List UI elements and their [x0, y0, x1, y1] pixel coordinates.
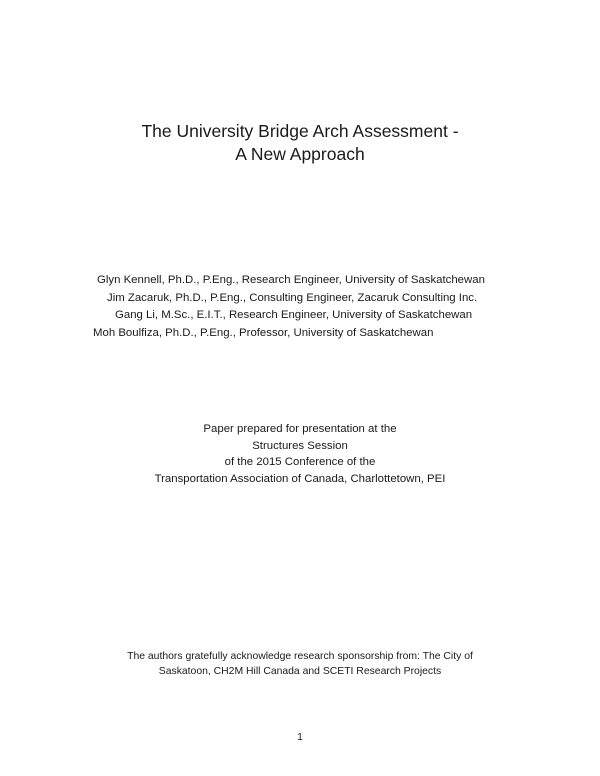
presentation-line-4: Transportation Association of Canada, Charlottetown, PEI [154, 472, 446, 485]
acknowledgement-line-2: Saskatoon, CH2M Hill Canada and SCETI Research Projects [158, 665, 442, 677]
presentation-line-1: Paper prepared for presentation at the [203, 423, 397, 435]
author-line: Jim Zacaruk, Ph.D., P.Eng., Consulting Engineer, Zacaruk Consulting Inc. [107, 291, 478, 304]
author-line: Glyn Kennell, Ph.D., P.Eng., Research Engineer, University of Saskatchewan [97, 274, 485, 286]
acknowledgement [0, 650, 600, 679]
author-line: Moh Boulfiza, Ph.D., P.Eng., Professor, University of Saskatchewan [93, 326, 434, 339]
acknowledgement-line-1: The authors gratefully acknowledge research sponsorship from: The City of [127, 651, 473, 662]
presentation-note [0, 421, 600, 487]
title-line-1: The University Bridge Arch Assessment - [141, 121, 459, 141]
page-number: 1 [297, 732, 303, 743]
title-line-2: A New Approach [235, 144, 365, 164]
presentation-line-3: of the 2015 Conference of the [224, 456, 376, 468]
presentation-line-2: Structures Session [252, 439, 348, 452]
author-line: Gang Li, M.Sc., E.I.T., Research Engineer, University of Saskatchewan [115, 309, 473, 321]
paper-title [0, 120, 600, 166]
